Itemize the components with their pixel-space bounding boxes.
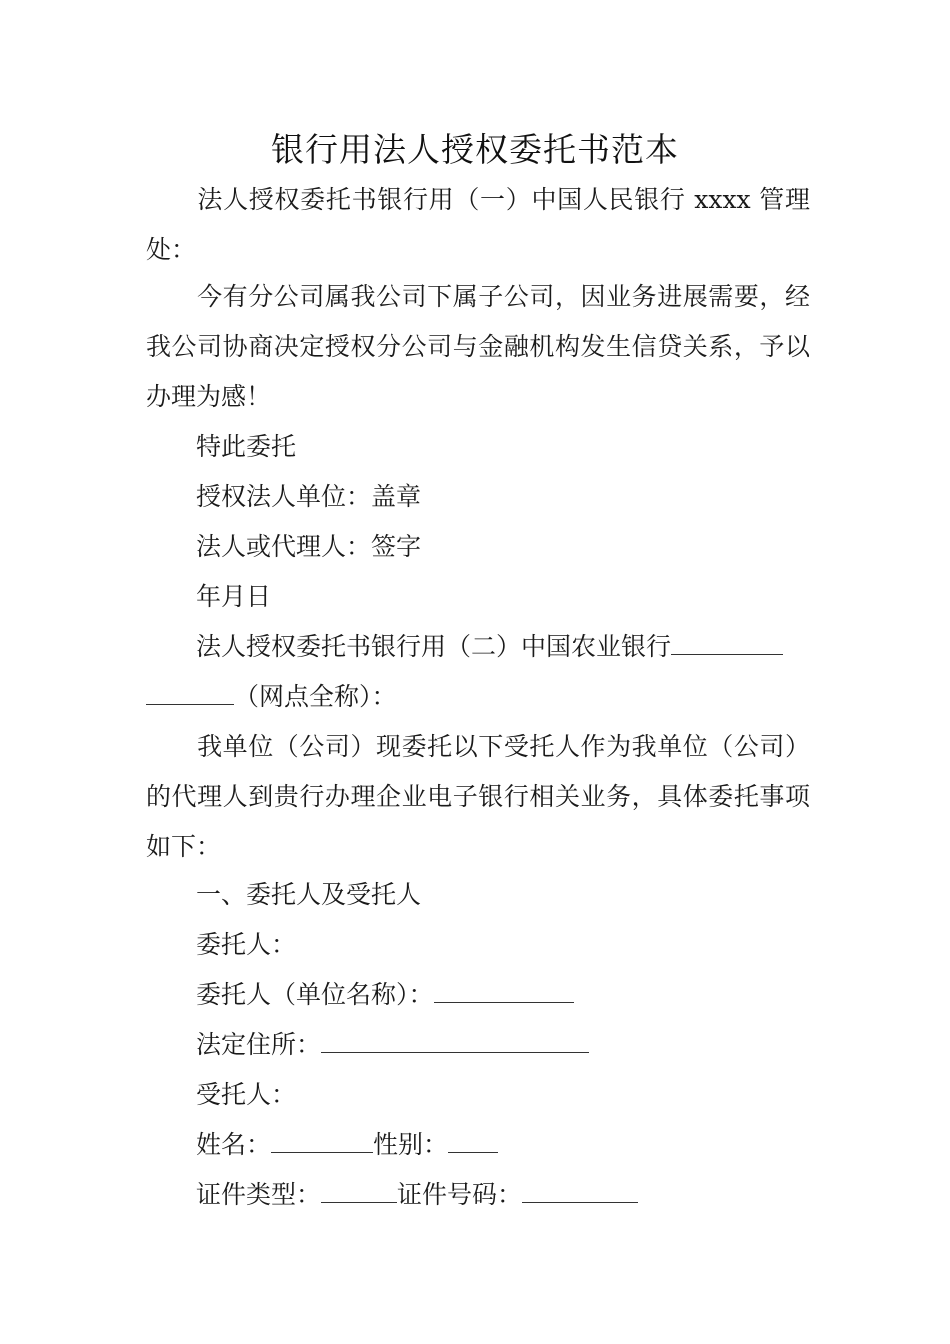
paragraph-entrust-details: 我单位（公司）现委托以下受托人作为我单位（公司）的代理人到贵行办理企业电子银行相关业务，具体委托事项如下： xyxy=(146,732,810,861)
client-name-blank xyxy=(434,972,574,1003)
address-label: 法定住所： xyxy=(196,1030,322,1059)
client-name-label: 委托人（单位名称）： xyxy=(196,980,434,1009)
agent-name-gender-row xyxy=(196,1120,498,1170)
paragraph-bank-two xyxy=(146,622,810,722)
bank-two-text: 法人授权委托书银行用（二）中国农业银行 xyxy=(146,632,672,661)
id-number-blank xyxy=(522,1172,638,1203)
name-label: 姓名： xyxy=(196,1130,272,1159)
address-blank xyxy=(321,1022,589,1053)
id-row xyxy=(196,1170,638,1220)
paragraph-authorization: 今有分公司属我公司下属子公司，因业务进展需要，经我公司协商决定授权分公司与金融机构发生信贷关系，予以办理为感！ xyxy=(146,282,810,411)
special-entrust-line: 特此委托 xyxy=(196,432,297,461)
signature-line: 法人或代理人：签字 xyxy=(196,532,422,561)
name-blank xyxy=(271,1122,373,1153)
branch-name-blank-continued xyxy=(146,674,234,705)
id-type-label: 证件类型： xyxy=(196,1180,322,1209)
id-number-label: 证件号码： xyxy=(397,1180,523,1209)
client-heading: 委托人： xyxy=(196,930,297,959)
branch-name-blank xyxy=(671,624,783,655)
id-type-blank xyxy=(321,1172,397,1203)
address-row xyxy=(196,1020,589,1070)
agent-heading: 受托人： xyxy=(196,1080,297,1109)
client-name-row xyxy=(196,970,574,1020)
gender-blank xyxy=(448,1122,498,1153)
date-line: 年月日 xyxy=(196,582,272,611)
branch-full-name-label: （网点全称）： xyxy=(234,682,397,711)
section-heading-parties: 一、委托人及受托人 xyxy=(196,880,422,909)
authorizing-unit-line: 授权法人单位：盖章 xyxy=(196,482,422,511)
paragraph-bank-one: 法人授权委托书银行用（一）中国人民银行 xxxx 管理处： xyxy=(146,185,810,264)
document-title: 银行用法人授权委托书范本 xyxy=(271,130,679,169)
gender-label: 性别： xyxy=(373,1130,449,1159)
